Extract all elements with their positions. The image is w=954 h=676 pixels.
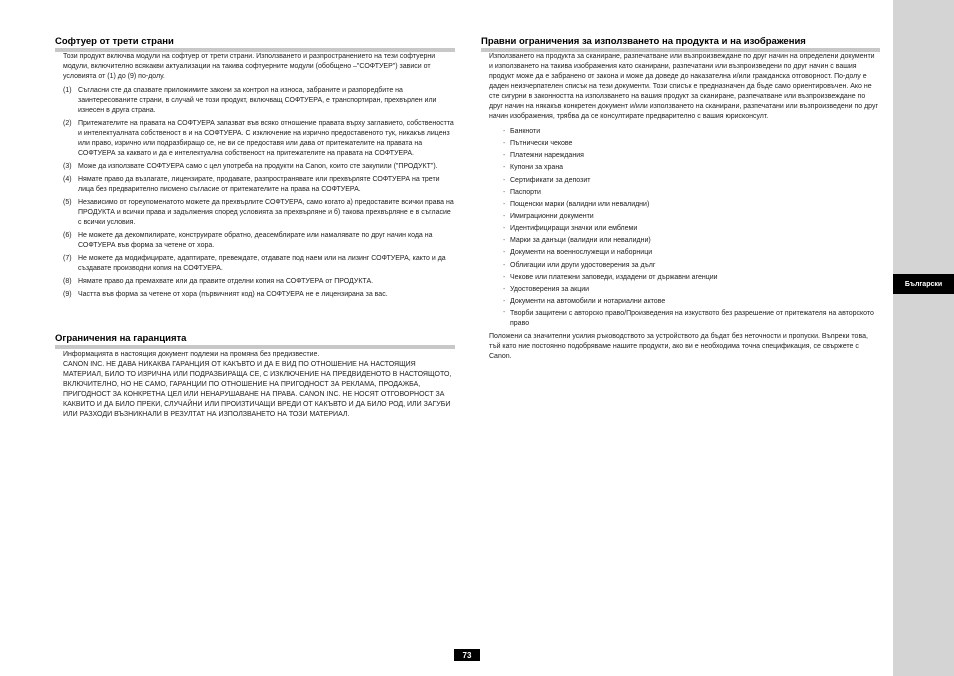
bullet-marker: - (503, 273, 506, 281)
software-term-number: (4) (63, 176, 72, 183)
software-term-text: Не можете да модифицирате, адаптирате, превеждате, отдавате под наем или на лизинг СОФТУЕРА, както и да създавате производни копия на СОФТУЕРА. (78, 255, 446, 272)
software-term-item (63, 119, 455, 159)
restricted-document-text: Банкноти (510, 128, 541, 135)
legal-section-body (489, 52, 880, 362)
page-number: 73 (454, 649, 480, 661)
bullet-marker: - (503, 249, 506, 257)
legal-section-title: Правни ограничения за използването на продукта и на изображения (481, 36, 880, 52)
restricted-document-item (503, 235, 880, 247)
software-term-number: (6) (63, 232, 72, 239)
restricted-document-text: Чекове или платежни заповеди, издадени от държавни агенции (510, 273, 718, 281)
restricted-document-item (503, 126, 880, 138)
warranty-notice: Информацията в настоящия документ подлежи на промяна без предизвестие. (63, 351, 320, 358)
software-section-title: Софтуер от трети страни (55, 36, 455, 52)
bullet-marker: - (503, 140, 506, 148)
restricted-document-text: Творби защитени с авторско право/Произведения на изкуството без разрешение от притежателя на авторското право (510, 310, 874, 328)
software-term-number: (1) (63, 87, 72, 94)
bullet-marker: - (503, 212, 506, 220)
restricted-document-item (503, 296, 880, 308)
restricted-document-item (503, 162, 880, 174)
restricted-document-text: Облигации или други удостоверения за дълг (510, 261, 656, 269)
software-term-item (63, 198, 455, 228)
software-term-number: (5) (63, 199, 72, 206)
software-term-number: (2) (63, 120, 72, 127)
bullet-marker: - (503, 200, 506, 208)
restricted-document-text: Документи на автомобили и нотариални актове (510, 297, 666, 305)
restricted-document-text: Идентифициращи значки или емблеми (510, 225, 638, 233)
warranty-section-body (63, 350, 455, 420)
restricted-document-item (503, 308, 880, 329)
side-tab (893, 0, 954, 676)
legal-outro: Положени са значителни усилия ръководството за устройството да бъдат без неточности и пропуски. Въпреки това, тъй като ние постоянно подобряваме нашите продукти, ако ви е необходима точна спецификация, се свържете с Canon. (489, 333, 868, 361)
restricted-document-text: Удостоверения за акции (510, 285, 590, 293)
bullet-marker: - (503, 309, 506, 317)
restricted-document-text: Платежни нареждания (510, 152, 584, 160)
restricted-document-text: Пътнически чекове (510, 140, 573, 148)
bullet-marker: - (503, 152, 506, 160)
restricted-document-item (503, 175, 880, 187)
software-section-body (63, 52, 455, 300)
software-term-number: (8) (63, 278, 72, 285)
language-label: Български (893, 274, 954, 294)
software-term-item (63, 254, 455, 274)
restricted-document-item (503, 247, 880, 259)
software-term-item (63, 277, 455, 287)
restricted-document-item (503, 223, 880, 235)
bullet-marker: - (503, 188, 506, 196)
software-term-number: (3) (63, 163, 72, 170)
bullet-marker: - (503, 297, 506, 305)
bullet-marker: - (503, 285, 506, 293)
software-terms-list (63, 86, 455, 300)
software-term-number: (9) (63, 291, 72, 298)
software-term-item (63, 175, 455, 195)
restricted-documents-list (489, 126, 880, 329)
software-term-text: Нямате право да възлагате, лицензирате, продавате, разпространявате или прехвърляте СОФТУЕРА на трети лица без предварително писмено съгласие от притежателите на права на СОФТУЕРА. (78, 176, 440, 193)
restricted-document-item (503, 284, 880, 296)
restricted-document-item (503, 260, 880, 272)
restricted-document-item (503, 138, 880, 150)
restricted-document-text: Купони за храна (510, 164, 564, 172)
software-term-text: Частта във форма за четене от хора (първичният код) на СОФТУЕРА не е лицензирана за вас. (78, 291, 388, 298)
software-term-text: Нямате право да премахвате или да правите отделни копия на СОФТУЕРА от ПРОДУКТА. (78, 278, 374, 285)
bullet-marker: - (503, 237, 506, 245)
restricted-document-text: Имиграционни документи (510, 212, 594, 220)
software-term-text: Независимо от гореупоменатото можете да прехвърлите СОФТУЕРА, само когато а) предоставите всички права на ПРОДУКТА и всички права и задължения според условията за прехвърляне и б) такова прехвърляне е в съгласие с всички условия. (78, 199, 454, 226)
software-term-text: Притежателите на правата на СОФТУЕРА запазват във всяко отношение правата върху заглавието, собствеността и интелектуалната собственост в и на СОФТУЕРА. С изключение на изрично предоставеното тук, никакъв лиценз или право, изрично или подразбиращо се, не ви се предоставя или дава от притежателите на правата на СОФТУЕРА за каквато и да е интелектуална собственост на притежателите на правата на СОФТУЕРА. (78, 120, 454, 157)
software-term-text: Съгласни сте да спазвате приложимите закони за контрол на износа, забраните и разпоредбите на заинтересованите страни, в случай че този продукт, включващ СОФТУЕРА, е транспортиран, прехвърлен или изнесен в друга страна. (78, 87, 437, 114)
software-term-item (63, 86, 455, 116)
restricted-document-item (503, 187, 880, 199)
restricted-document-item (503, 211, 880, 223)
software-term-number: (7) (63, 255, 72, 262)
restricted-document-text: Пощенски марки (валидни или невалидни) (510, 200, 650, 208)
software-intro: Този продукт включва модули на софтуер от трети страни. Използването и разпространението на тези софтуерни модули, включително всякакви актуализации на такива софтуерните модули (обобщено –"СОФТУЕР") зависи от условията от (1) до (9) по-долу. (63, 53, 436, 80)
bullet-marker: - (503, 164, 506, 172)
bullet-marker: - (503, 128, 506, 135)
software-term-item (63, 231, 455, 251)
warranty-section-title: Ограничения на гаранцията (55, 333, 455, 349)
bullet-marker: - (503, 225, 506, 233)
restricted-document-text: Документи на военнослужещи и наборници (510, 249, 653, 257)
software-term-item (63, 290, 455, 300)
warranty-disclaimer: CANON INC. НЕ ДАВА НИКАКВА ГАРАНЦИЯ ОТ КАКЪВТО И ДА Е ВИД ПО ОТНОШЕНИЕ НА НАСТОЯЩИЯ МАТЕРИАЛ, БИЛО ТО ИЗРИЧНА ИЛИ ПОДРАЗБИРАЩА СЕ, С ИЗКЛЮЧЕНИЕ НА ПРЕДВИДЕНОТО В НАСТОЯЩОТО, ВКЛЮЧИТЕЛНО, НО НЕ САМО, ГАРАНЦИИ ПО ОТНОШЕНИЕ НА ПРИГОДНОСТ ЗА РЕКЛАМА, ПРОДАЖБА, ПРИГОДНОСТ ЗА КОНКРЕТНА ЦЕЛ ИЛИ НЕНАРУШАВАНЕ НА ПРАВА. CANON INC. НЕ НОСЯТ ОТГОВОРНОСТ ЗА КАКВИТО И ДА БИЛО ПРЕКИ, СЛУЧАЙНИ ИЛИ ПРОИЗТИЧАЩИ ВРЕДИ ОТ КАКЪВТО И ДА БИЛО РОД, ИЛИ ЗАГУБИ ИЛИ РАЗХОДИ ВЪЗНИКНАЛИ В РЕЗУЛТАТ НА ИЗПОЛЗВАНЕТО НА ТОЗИ МАТЕРИАЛ. (63, 361, 452, 418)
restricted-document-item (503, 150, 880, 162)
restricted-document-text: Марки за данъци (валидни или невалидни) (510, 237, 651, 245)
bullet-marker: - (503, 176, 506, 184)
software-term-text: Не можете да декомпилирате, конструирате обратно, деасемблирате или намалявате по друг начин кода на СОФТУЕРА във форма за четене от хора. (78, 232, 433, 249)
software-term-text: Може да използвате СОФТУЕРА само с цел употреба на продукти на Canon, които сте закупили ("ПРОДУКТ"). (78, 163, 438, 170)
restricted-document-text: Паспорти (510, 188, 541, 196)
software-term-item (63, 162, 455, 172)
restricted-document-item (503, 199, 880, 211)
restricted-document-text: Сертификати за депозит (510, 176, 591, 184)
legal-intro: Използването на продукта за сканиране, разпечатване или възпроизвеждане по друг начин на определени документи и използването на такива изображения като сканирани, разпечатани или възпроизведени по друг начин с вашия продукт може да е забранено от закона и може да доведе до наказателна и/или гражданска отговорност. По-долу е даден неизчерпателен списък на тези документи. Този списък е предназначен да бъде само ориентировъчен. Ако не сте сигурни в законността на използването на вашия продукт за сканиране, разпечатване или възпроизвеждане по друг начин на някакъв конкретен документ и/или използването на сканирани, разпечатани или възпроизведени по друг начин изображения, трябва да се консултирате предварително с вашия юрисконсулт. (489, 53, 879, 120)
bullet-marker: - (503, 261, 506, 269)
restricted-document-item (503, 272, 880, 284)
